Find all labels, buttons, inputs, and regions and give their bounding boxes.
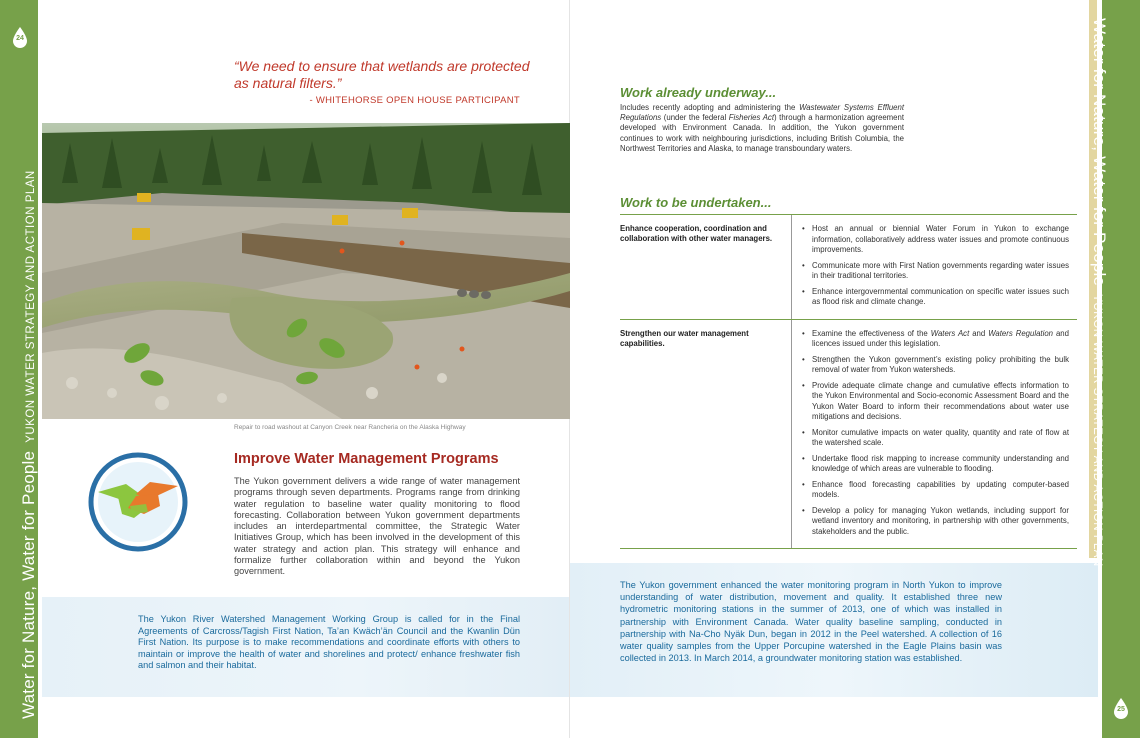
page-number-left: 24 (16, 35, 24, 42)
callout-text-left: The Yukon River Watershed Management Working Group is called for in the Final Agreements of Carcross/Tagish First Nation, Ta’an Kwäch’än Council and the Kwanlin Dün First Nation. Its purpose is to make recommendations and coordinate efforts with others to maintain or improve the health of water and shorelines and protect/ enhance freshwater fish and salmon and their habitat. (138, 614, 520, 671)
right-side-title (1089, 18, 1109, 567)
list-item: • Enhance flood forecasting capabilities by updating computer-based models. (802, 480, 1069, 501)
list-item: • Provide adequate climate change and cumulative effects information to the Yukon Environmental and Socio-economic Assessment Board and the Yukon Water Board to inform their recommendations about water use mitigations and decisions. (802, 381, 1069, 423)
page-number-right: 25 (1117, 706, 1125, 713)
underway-italic-2: Fisheries Act (728, 113, 774, 123)
list-item: • Communicate more with First Nation governments regarding water issues in their traditional territories. (802, 261, 1069, 282)
canyon-creek-photo (42, 123, 570, 419)
bullet-text: Examine the effectiveness of the (812, 328, 931, 338)
left-side-title (19, 170, 39, 719)
underway-text-1: Includes recently adopting and administering the (620, 103, 800, 112)
table-row (620, 320, 1077, 550)
handshake-icon (88, 452, 188, 552)
page-number-drop-icon (1112, 697, 1130, 721)
actions-table (620, 214, 1077, 549)
underway-text-2: (under the federal (661, 113, 729, 123)
underway-italic-1: Wastewater Systems Effluent Regulations (620, 103, 904, 123)
section-body-text: The Yukon government delivers a wide range of water management programs through seven departments. Programs range from drinking water regulation to baseline water quality monitoring to flood forecasting. Collaboration between Yukon government departments includes an interdepartmental committee, the Strategic Water Initiatives Group, which has been involved in the development of this water strategy and action plan. This strategy will enhance and formalize further collaboration within and beyond the Yukon government. (234, 476, 520, 577)
row-actions-capabilities (792, 320, 1077, 549)
bullet-text: and licences issued under this legislation. (812, 328, 1069, 348)
quote-attribution: - WHITEHORSE OPEN HOUSE PARTICIPANT (309, 95, 520, 106)
section-title-improve-water-management: Improve Water Management Programs (234, 451, 499, 467)
list-item: • Develop a policy for managing Yukon wetlands, including support for wetland inventory and monitoring, in partnership with other governments, stakeholders and the public. (802, 506, 1069, 538)
list-item: • Monitor cumulative impacts on water quality, quantity and rate of flow at the watershed scale. (802, 428, 1069, 449)
side-title-main-right: Water for Nature, Water for People (1090, 18, 1109, 287)
list-item: • Strengthen the Yukon government’s existing policy prohibiting the bulk removal of water from Yukon watersheds. (802, 355, 1069, 376)
bullet-italic: Waters Regulation (988, 328, 1053, 338)
callout-text-right: The Yukon government enhanced the water monitoring program in North Yukon to improve understanding of water distribution, movement and quality. It established three new hydrometric monitoring stations in the summer of 2013, one of which was installed in partnership with Environment Canada. Water quality baseline sampling, conducted in partnership with Na-Cho Nyäk Dun, began in 2012 in the Peel watershed. A collection of 16 water quality samples from the Upper Porcupine watershed in the Eagle Plains basin was collected in 2013. In March 2014, a groundwater monitoring station was established. (620, 580, 1002, 664)
bullet-text: and (969, 328, 989, 338)
bullet-italic: Waters Act (930, 328, 970, 338)
row-actions-cooperation (792, 215, 1077, 319)
list-item: • Undertake flood risk mapping to increase community understanding and knowledge of which areas are vulnerable to flooding. (802, 454, 1069, 475)
heading-work-to-be-undertaken: Work to be undertaken... (620, 195, 772, 210)
side-title-sub-right: YUKON WATER STRATEGY AND ACTION PLAN (1091, 294, 1103, 567)
pull-quote: “We need to ensure that wetlands are protected as natural filters.” (234, 58, 530, 91)
row-label-capabilities: Strengthen our water management capabilities. (620, 320, 792, 549)
underway-text-3: ) through a harmonization agreement developed with Environment Canada. In addition, the Yukon government continues to work with neighbouring jurisdictions, including British Columbia, the Northwest Territories and Alaska, to manage transboundary waters. (620, 113, 904, 153)
side-title-main-left: Water for Nature, Water for People (19, 450, 38, 719)
page-number-drop-icon (11, 26, 29, 50)
list-item: • Enhance intergovernmental communication on specific water issues such as flood risk and climate change. (802, 287, 1069, 308)
underway-paragraph (620, 103, 904, 154)
photo-caption: Repair to road washout at Canyon Creek near Rancheria on the Alaska Highway (234, 424, 466, 431)
side-title-sub-left: YUKON WATER STRATEGY AND ACTION PLAN (25, 170, 37, 443)
row-label-cooperation: Enhance cooperation, coordination and collaboration with other water managers. (620, 215, 792, 319)
list-item (802, 329, 1069, 350)
list-item: • Host an annual or biennial Water Forum in Yukon to exchange information, collaboratively address water issues and promote continuous improvements. (802, 224, 1069, 256)
heading-work-already-underway: Work already underway... (620, 85, 777, 100)
table-row (620, 215, 1077, 320)
